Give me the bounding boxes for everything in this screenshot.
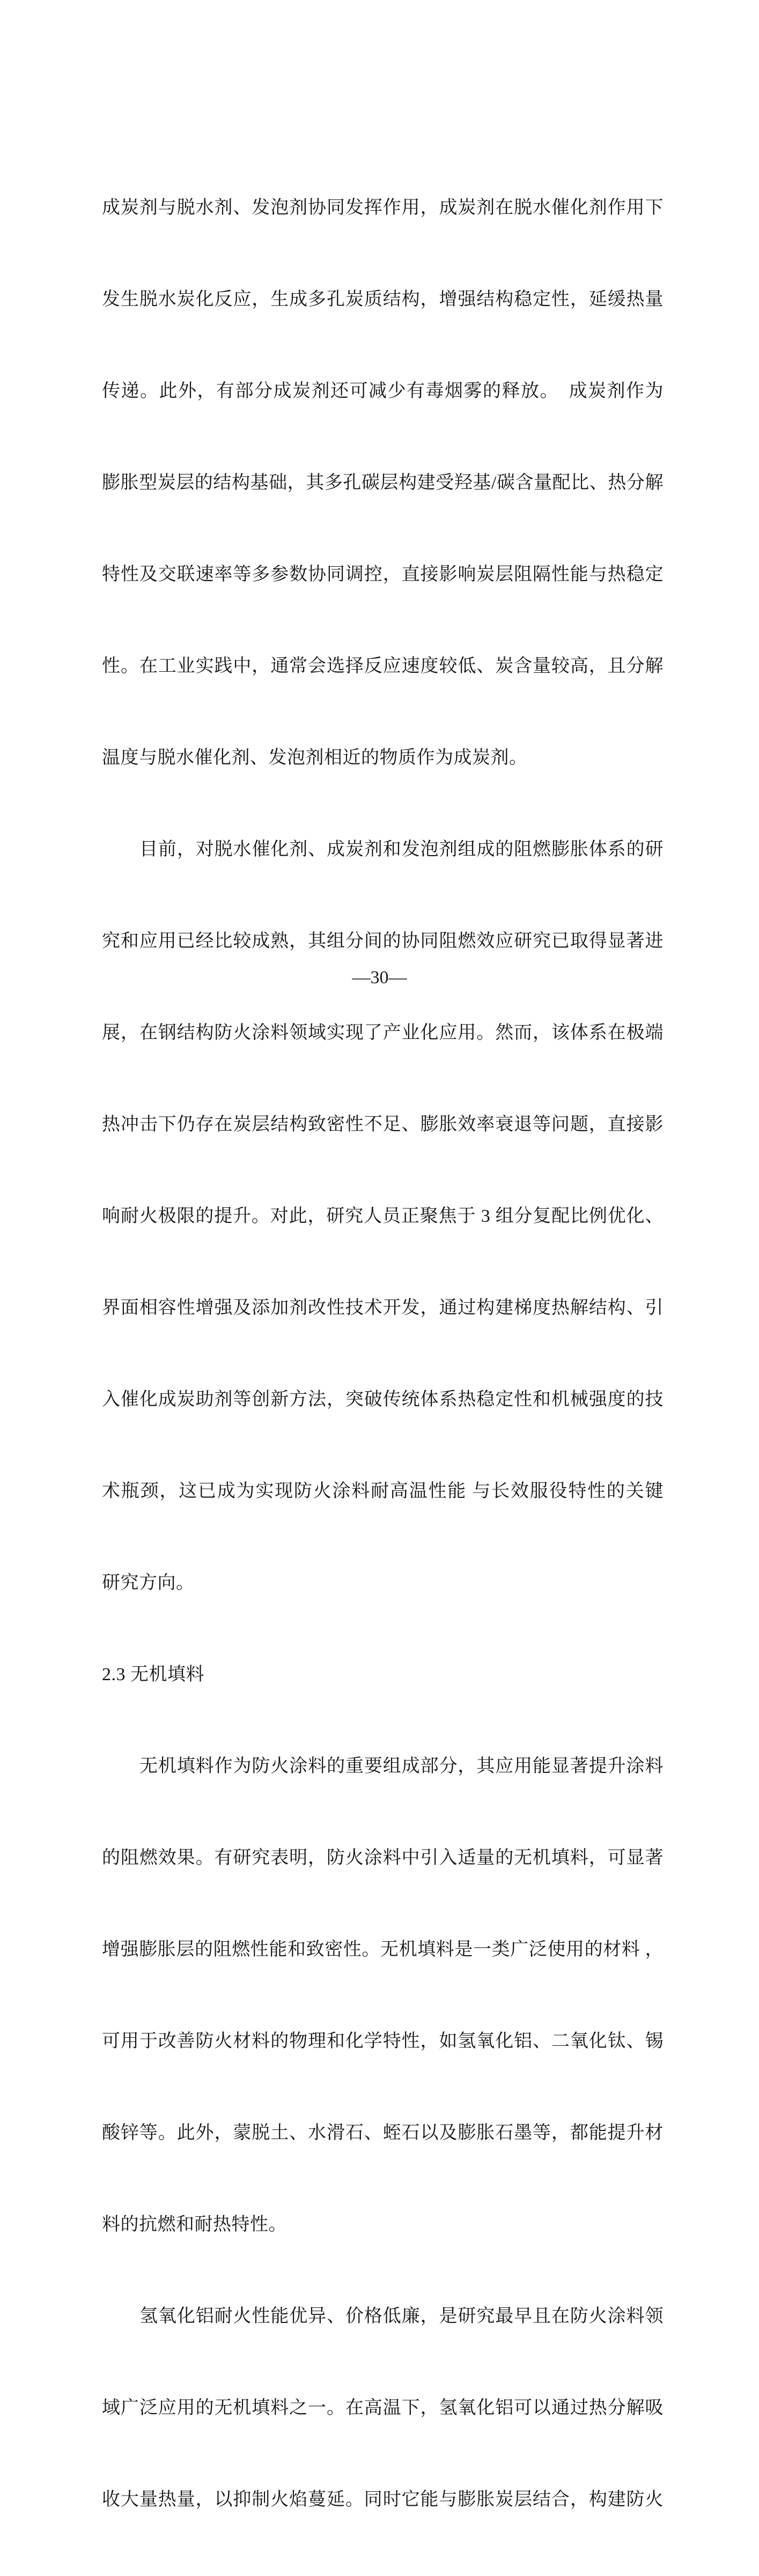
text-line: 究和应用已经比较成熟，其组分间的协同阻燃效应研究已取得显著进 [102,931,664,951]
text-line: 研究方向。 [102,1573,195,1593]
text-line: 性。在工业实践中，通常会选择反应速度较低、炭含量较高，且分解 [102,656,664,676]
text-line: 目前，对脱水催化剂、成炭剂和发泡剂组成的阻燃膨胀体系的研 [139,840,664,859]
page-number: —30— [352,968,407,988]
text-line: 酸锌等。此外，蒙脱土、水滑石、蛭石以及膨胀石墨等，都能提升材 [102,2123,664,2143]
text-line: 入催化成炭助剂等创新方法，突破传统体系热稳定性和机械强度的技 [102,1390,664,1409]
section-heading: 2.3 无机填料 [102,1665,204,1684]
text-line: 温度与脱水催化剂、发泡剂相近的物质作为成炭剂。 [102,748,528,768]
text-line: 展，在钢结构防火涂料领域实现了产业化应用。然而，该体系在极端 [102,1023,664,1043]
text-line: 增强膨胀层的阻燃性能和致密性。无机填料是一类广泛使用的材料 ， [102,1940,664,1959]
text-line: 发生脱水炭化反应，生成多孔炭质结构，增强结构稳定性，延缓热量 [102,289,664,309]
text-block [102,131,664,2576]
text-line: 域广泛应用的无机填料之一。在高温下，氢氧化铝可以通过热分解吸 [102,2398,664,2418]
text-line: 成炭剂与脱水剂、发泡剂协同发挥作用，成炭剂在脱水催化剂作用下 [102,198,664,218]
text-line: 术瓶颈，这已成为实现防火涂料耐高温性能 与长效服役特性的关键 [102,1481,664,1501]
text-line: 料的抗燃和耐热特性。 [102,2215,287,2234]
text-line: 收大量热量，以抑制火焰蔓延。同时它能与膨胀炭层结合，构建防火 [102,2490,664,2510]
text-line: 的阻燃效果。有研究表明，防火涂料中引入适量的无机填料，可显著 [102,1848,664,1868]
text-line: 可用于改善防火材料的物理和化学特性，如氢氧化铝、二氧化钛、锡 [102,2031,664,2051]
text-line: 氢氧化铝耐火性能优异、价格低廉，是研究最早且在防火涂料领 [139,2306,664,2326]
text-line: 热冲击下仍存在炭层结构致密性不足、膨胀效率衰退等问题，直接影 [102,1115,664,1134]
text-line: 响耐火极限的提升。对此，研究人员正聚焦于 3 组分复配比例优化、 [102,1206,664,1226]
text-line: 界面相容性增强及添加剂改性技术开发，通过构建梯度热解结构、引 [102,1298,664,1318]
text-line: 无机填料作为防火涂料的重要组成部分，其应用能显著提升涂料 [139,1756,664,1776]
text-line: 传递。此外，有部分成炭剂还可减少有毒烟雾的释放。 成炭剂作为 [102,381,664,401]
text-line: 膨胀型炭层的结构基础，其多孔碳层构建受羟基/碳含量配比、热分解 [102,473,664,493]
text-line: 特性及交联速率等多参数协同调控，直接影响炭层阻隔性能与热稳定 [102,565,664,584]
